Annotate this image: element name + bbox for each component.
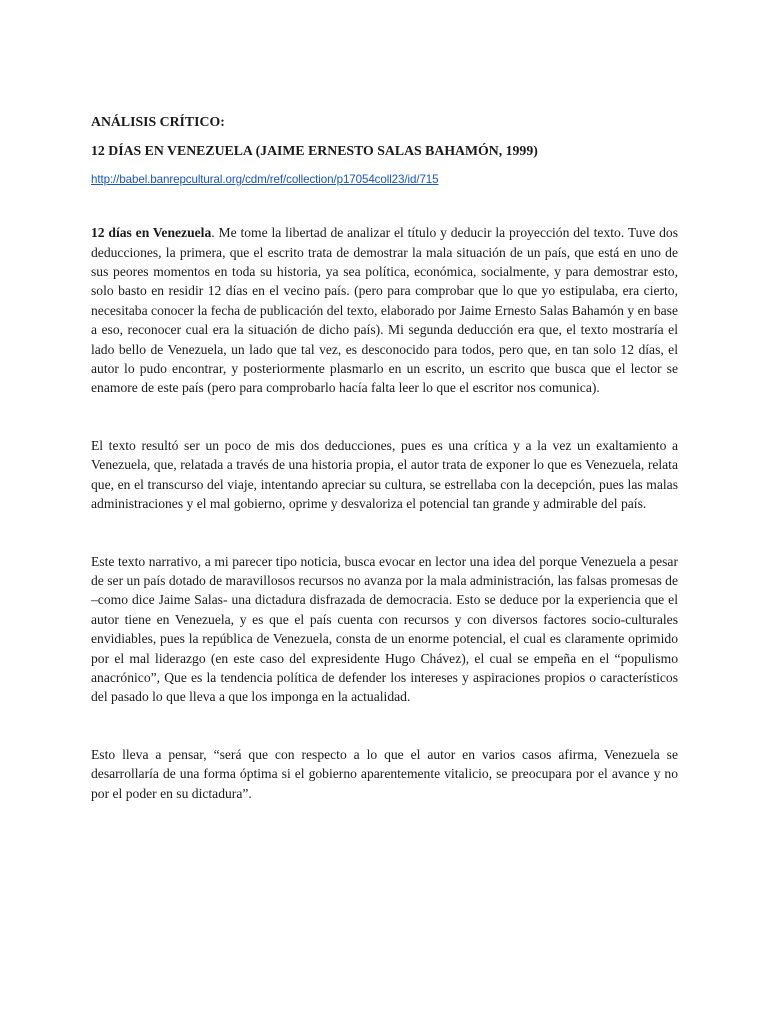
paragraph-1-lead: 12 días en Venezuela: [91, 225, 212, 241]
paragraph-3: Este texto narrativo, a mi parecer tipo noticia, busca evocar en lector una idea del porque Venezuela a pesar de ser un país dotado de maravillosos recursos no avanza por la mala administración, las falsas promesas de –como dice Jaime Salas- una dictadura disfrazada de democracia. Esto se deduce por la experiencia que el autor tiene en Venezuela, y es que el país cuenta con recursos y con diversos factores socio-culturales envidiables, pues la república de Venezuela, consta de un enorme potencial, el cual es claramente oprimido por el mal liderazgo (en este caso del expresidente Hugo Chávez), el cual se empeña en el “populismo anacrónico”, Que es la tendencia política de defender los intereses y aspiraciones propios o característicos del pasado lo que lleva a que los imponga en la actualidad.: [91, 553, 678, 705]
document-body: [91, 112, 678, 803]
paragraph-1: [91, 223, 678, 398]
paragraph-4: Esto lleva a pensar, “será que con respecto a lo que el autor en varios casos afirma, Venezuela se desarrollaría de una forma óptima si el gobierno aparentemente vitalicio, se preocupara por el avance y no por el poder en su dictadura”.: [91, 746, 678, 801]
document-title: ANÁLISIS CRÍTICO:: [91, 114, 225, 129]
source-link[interactable]: http://babel.banrepcultural.org/cdm/ref/collection/p17054coll23/id/715: [91, 172, 439, 186]
paragraph-2: El texto resultó ser un poco de mis dos deducciones, pues es una crítica y a la vez un exaltamiento a Venezuela, que, relatada a través de una historia propia, el autor trata de exponer lo que es Venezuela, relata que, en el transcurso del viaje, intentando apreciar su cultura, se estrellaba con la decepción, pues las malas administraciones y el mal gobierno, oprime y desvaloriza el potencial tan grande y admirable del país.: [91, 437, 678, 512]
paragraph-1-body: . Me tome la libertad de analizar el título y deducir la proyección del texto. Tuve dos deducciones, la primera, que el escrito trata de demostrar la mala situación de un país, que está en uno de sus peores momentos en toda su historia, ya sea política, económica, socialmente, y para demostrar esto, solo basto en residir 12 días en el vecino país. (pero para comprobar que lo que yo estipulaba, era cierto, necesitaba conocer la fecha de publicación del texto, elaborado por Jaime Ernesto Salas Bahamón y en base a eso, reconocer cual era la situación de dicho país). Mi segunda deducción era que, el texto mostraría el lado bello de Venezuela, un lado que tal vez, es desconocido para todos, pero que, en tan solo 12 días, el autor lo pudo encontrar, y posteriormente plasmarlo en un escrito, un escrito que busca que el lector se enamore de este país (pero para comprobarlo hacía falta leer lo que el escritor nos comunica).: [91, 225, 678, 396]
document-subtitle: 12 DÍAS EN VENEZUELA (JAIME ERNESTO SALAS BAHAMÓN, 1999): [91, 143, 538, 159]
